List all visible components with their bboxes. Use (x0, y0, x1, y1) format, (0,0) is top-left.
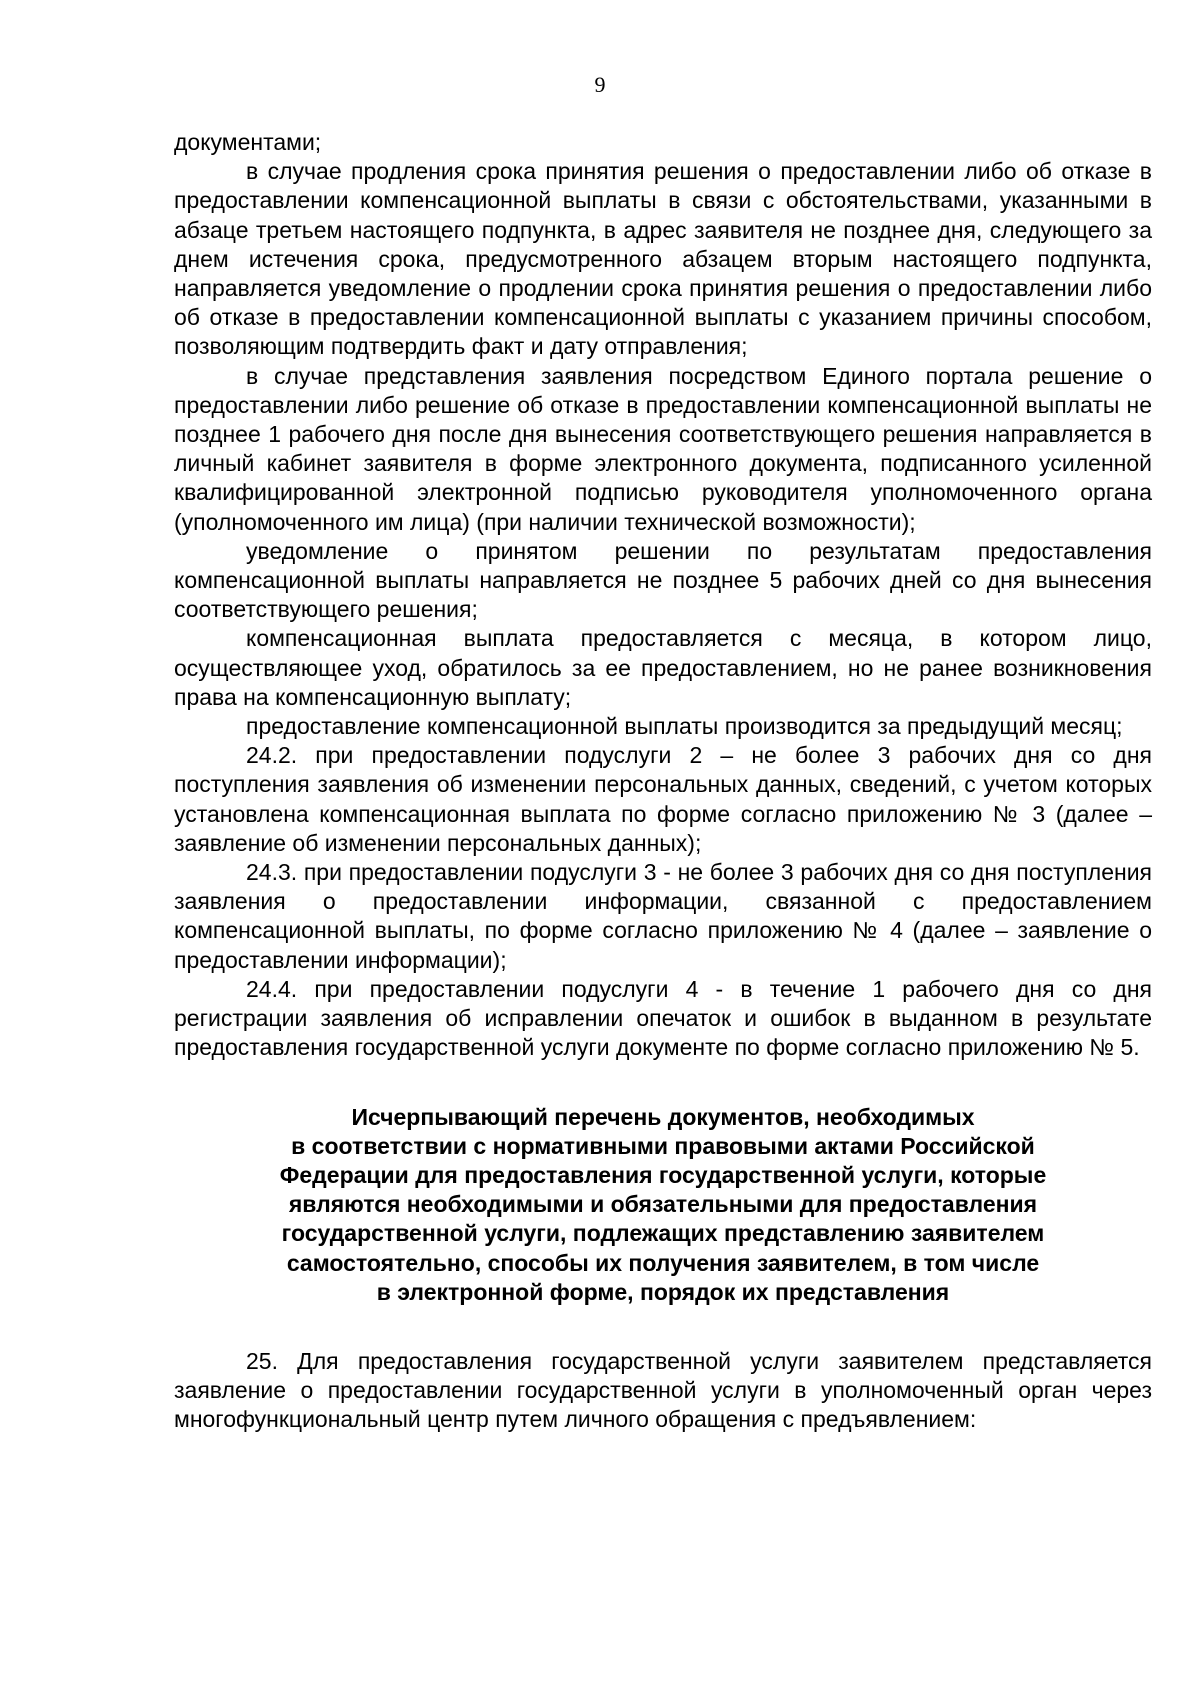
heading-line: Федерации для предоставления государственной услуги, которые (279, 1161, 1047, 1188)
paragraph: в случае представления заявления посредством Единого портала решение о предоставлении либо решение об отказе в предоставлении компенсационной выплаты не позднее 1 рабочего дня после дня вынесения соответствующего решения направляется в личный кабинет заявителя в форме электронного документа, подписанного усиленной квалифицированной электронной подписью руководителя уполномоченного органа (уполномоченного им лица) (при наличии технической возможности); (174, 362, 1152, 535)
document-body (174, 128, 1152, 1435)
paragraph: 24.4. при предоставлении подуслуги 4 - в течение 1 рабочего дня со дня регистрации заявления об исправлении опечаток и ошибок в выданном в результате предоставления государственной услуги документе по форме согласно приложению № 5. (174, 975, 1152, 1061)
paragraph: 24.2. при предоставлении подуслуги 2 – не более 3 рабочих дня со дня поступления заявления об изменении персональных данных, сведений, с учетом которых установлена компенсационная выплата по форме согласно приложению № 3 (далее – заявление об изменении персональных данных); (174, 742, 1152, 856)
heading-line: государственной услуги, подлежащих представлению заявителем (281, 1220, 1045, 1247)
section-heading (174, 1103, 1152, 1307)
paragraph: предоставление компенсационной выплаты производится за предыдущий месяц; (246, 713, 1123, 740)
heading-line: в соответствии с нормативными правовыми актами Российской (291, 1132, 1035, 1159)
heading-line: самостоятельно, способы их получения заявителем, в том числе (286, 1249, 1040, 1276)
paragraph: документами; (174, 129, 322, 155)
paragraph: в случае продления срока принятия решения о предоставлении либо об отказе в предоставлении компенсационной выплаты в связи с обстоятельствами, указанными в абзаце третьем настоящего подпункта, в адрес заявителя не позднее дня, следующего за днем истечения срока, предусмотренного абзацем вторым настоящего подпункта, направляется уведомление о продлении срока принятия решения о предоставлении либо об отказе в предоставлении компенсационной выплаты с указанием причины способом, позволяющим подтвердить факт и дату отправления; (174, 158, 1152, 360)
heading-line: Исчерпывающий перечень документов, необходимых (351, 1103, 975, 1130)
page-number: 9 (594, 72, 606, 97)
heading-line: являются необходимыми и обязательными для предоставления (288, 1191, 1038, 1218)
paragraph: 24.3. при предоставлении подуслуги 3 - не более 3 рабочих дня со дня поступления заявления о предоставлении информации, связанной с предоставлением компенсационной выплаты, по форме согласно приложению № 4 (далее – заявление о предоставлении информации); (174, 859, 1152, 973)
paragraph: 25. Для предоставления государственной услуги заявителем представляется заявление о предоставлении государственной услуги в уполномоченный орган через многофункциональный центр путем личного обращения с предъявлением: (174, 1347, 1152, 1433)
paragraphs-after (174, 1347, 1152, 1435)
paragraph: уведомление о принятом решении по результатам предоставления компенсационной выплаты направляется не позднее 5 рабочих дней со дня вынесения соответствующего решения; (174, 537, 1152, 623)
heading-line: в электронной форме, порядок их представления (376, 1278, 950, 1305)
paragraph: компенсационная выплата предоставляется с месяца, в котором лицо, осуществляющее уход, обратилось за ее предоставлением, но не ранее возникновения права на компенсационную выплату; (174, 625, 1152, 710)
paragraphs-before (174, 128, 1152, 1063)
